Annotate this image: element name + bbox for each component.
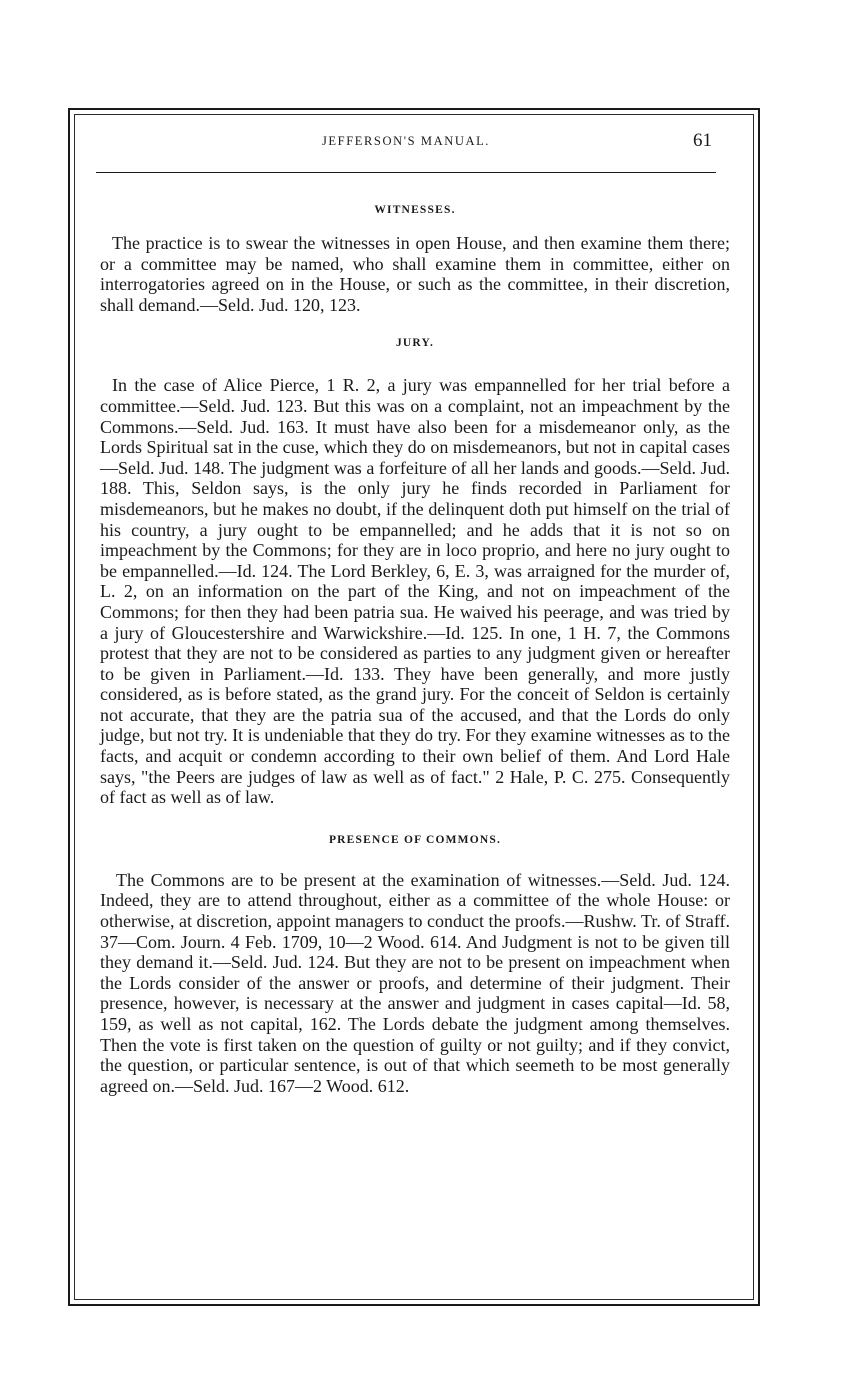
section-paragraph: The practice is to swear the witnesses in open House, and then examine them there; or a committee may be named, who shall examine them in committee, either on interrogatories agreed on in the House, or such as the committee, in their discretion, shall demand.—Seld. Jud. 120, 123. — [100, 233, 730, 315]
page-content — [100, 204, 730, 1096]
section-presence-of-commons — [100, 834, 730, 1097]
section-paragraph: In the case of Alice Pierce, 1 R. 2, a jury was empannelled for her trial before a committee.—Seld. Jud. 123. But this was on a complaint, not an impeachment by the Commons.—Seld. Jud. 163. It must have also been for a misdemeanor only, as the Lords Spiritual sat in the cuse, which they do on misdemeanors, but not in capital cases—Seld. Jud. 148. The judgment was a forfeiture of all her lands and goods.—Seld. Jud. 188. This, Seldon says, is the only jury he finds recorded in Parliament for misdemeanors, but he makes no doubt, if the delinquent doth put himself on the trial of his country, a jury ought to be empannelled; and he adds that it is not so on impeachment by the Commons; for they are in loco proprio, and here no jury ought to be empannelled.—Id. 124. The Lord Berkley, 6, E. 3, was arraigned for the murder of, L. 2, on an information on the part of the King, and not on impeachment of the Commons; for then they had been patria sua. He waived his peerage, and was tried by a jury of Gloucestershire and Warwickshire.—Id. 125. In one, 1 H. 7, the Commons protest that they are not to be considered as parties to any judgment given or hereafter to be given in Parliament.—Id. 133. They have been generally, and more justly considered, as is before stated, as the grand jury. For the conceit of Seldon is certainly not accurate, that they are the patria sua of the accused, and that the Lords do only judge, but not try. It is undeniable that they do try. For they examine witnesses as to the facts, and acquit or condemn according to their own belief of them. And Lord Hale says, "the Peers are judges of law as well as of fact." 2 Hale, P. C. 275. Consequently of fact as well as of law. — [100, 375, 730, 808]
section-heading: JURY. — [395, 337, 435, 350]
section-jury — [100, 337, 730, 807]
section-witnesses — [100, 204, 730, 315]
running-head — [96, 130, 716, 154]
section-heading: WITNESSES. — [374, 204, 456, 216]
header-rule — [96, 172, 716, 173]
page-number: 61 — [693, 130, 712, 151]
running-title: JEFFERSON'S MANUAL. — [321, 134, 491, 148]
section-heading: PRESENCE OF COMMONS. — [328, 833, 502, 846]
section-paragraph: The Commons are to be present at the examination of witnesses.—Seld. Jud. 124. Indeed, they are to attend throughout, either as a committee of the whole House: or otherwise, at discretion, appoint managers to conduct the proofs.—Rushw. Tr. of Straff. 37—Com. Journ. 4 Feb. 1709, 10—2 Wood. 614. And Judgment is not to be given till they demand it.—Seld. Jud. 124. But they are not to be present on impeachment when the Lords consider of the answer or proofs, and determine of their judgment. Their presence, however, is necessary at the answer and judgment in cases capital—Id. 58, 159, as well as not capital, 162. The Lords debate the judgment among themselves. Then the vote is first taken on the question of guilty or not guilty; and if they convict, the question, or particular sentence, is out of that which seemeth to be most generally agreed on.—Seld. Jud. 167—2 Wood. 612. — [100, 869, 730, 1096]
